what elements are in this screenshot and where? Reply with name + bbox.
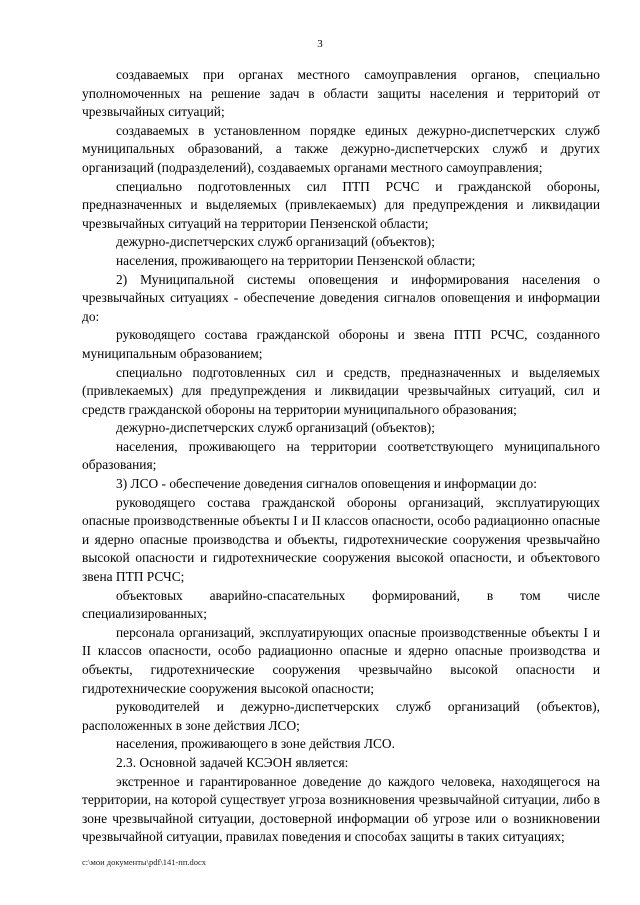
- paragraph: экстренное и гарантированное доведение до каждого человека, находящегося на территории, на которой существует угроза возникновения чрезвычайной ситуации, либо в зоне чрезвычайной ситуации, достоверной информации об угрозе или о возникновении чрезвычайной ситуации, правилах поведения и способах защиты в таких ситуациях;: [82, 773, 600, 845]
- paragraph: дежурно-диспетчерских служб организаций (объектов);: [116, 420, 435, 436]
- paragraph: руководящего состава гражданской обороны организаций, эксплуатирующих опасные производственные объекты I и II классов опасности, особо радиационно опасные и ядерно опасные производства и объекты, гидротехнические сооружения чрезвычайно высокой опасности и гидротехнические сооружения высокой опасности, и объектового звена ПТП РСЧС;: [82, 494, 600, 585]
- paragraph: руководителей и дежурно-диспетчерских служб организаций (объектов), расположенных в зоне действия ЛСО;: [82, 699, 600, 733]
- paragraph: создаваемых в установленном порядке единых дежурно-диспетчерских служб муниципальных образований, а также дежурно-диспетчерских служб и других организаций (подразделений), создаваемых органами местного самоуправления;: [82, 122, 600, 175]
- page-number: 3: [317, 38, 323, 50]
- paragraph: 3) ЛСО - обеспечение доведения сигналов оповещения и информации до:: [116, 476, 537, 492]
- paragraph: создаваемых при органах местного самоуправления органов, специально уполномоченных на решение задач в области защиты населения и территорий от чрезвычайных ситуаций;: [82, 67, 600, 120]
- paragraph: 2) Муниципальной системы оповещения и информирования населения о чрезвычайных ситуациях - обеспечение доведения сигналов оповещения и информации до:: [82, 271, 600, 324]
- paragraph: специально подготовленных сил и средств, предназначенных и выделяемых (привлекаемых) для предупреждения и ликвидации чрезвычайных ситуаций, сил и средств гражданской обороны на территории муниципального образования;: [82, 364, 600, 417]
- paragraph: дежурно-диспетчерских служб организаций (объектов);: [116, 234, 435, 250]
- paragraph: 2.3. Основной задачей КСЭОН является:: [116, 754, 349, 770]
- file-path-footer: c:\мои документы\pdf\141-пп.docx: [82, 857, 207, 867]
- paragraph: населения, проживающего в зоне действия ЛСО.: [116, 736, 395, 752]
- document-body: [82, 66, 600, 847]
- paragraph: населения, проживающего на территории Пензенской области;: [116, 252, 476, 268]
- paragraph: специально подготовленных сил ПТП РСЧС и гражданской обороны, предназначенных и выделяемых (привлекаемых) для предупреждения и ликвидации чрезвычайных ситуаций на территории Пензенской области;: [82, 178, 600, 231]
- paragraph: населения, проживающего на территории соответствующего муниципального образования;: [82, 438, 600, 473]
- paragraph: руководящего состава гражданской обороны и звена ПТП РСЧС, созданного муниципальным образованием;: [82, 327, 600, 361]
- paragraph: персонала организаций, эксплуатирующих опасные производственные объекты I и II классов опасности, особо радиационно опасные и ядерно опасные производства и объекты, гидротехнические сооружения чрезвычайно высокой опасности и гидротехнические сооружения высокой опасности;: [82, 624, 600, 696]
- paragraph: объектовых аварийно-спасательных формирований, в том числе специализированных;: [82, 587, 600, 622]
